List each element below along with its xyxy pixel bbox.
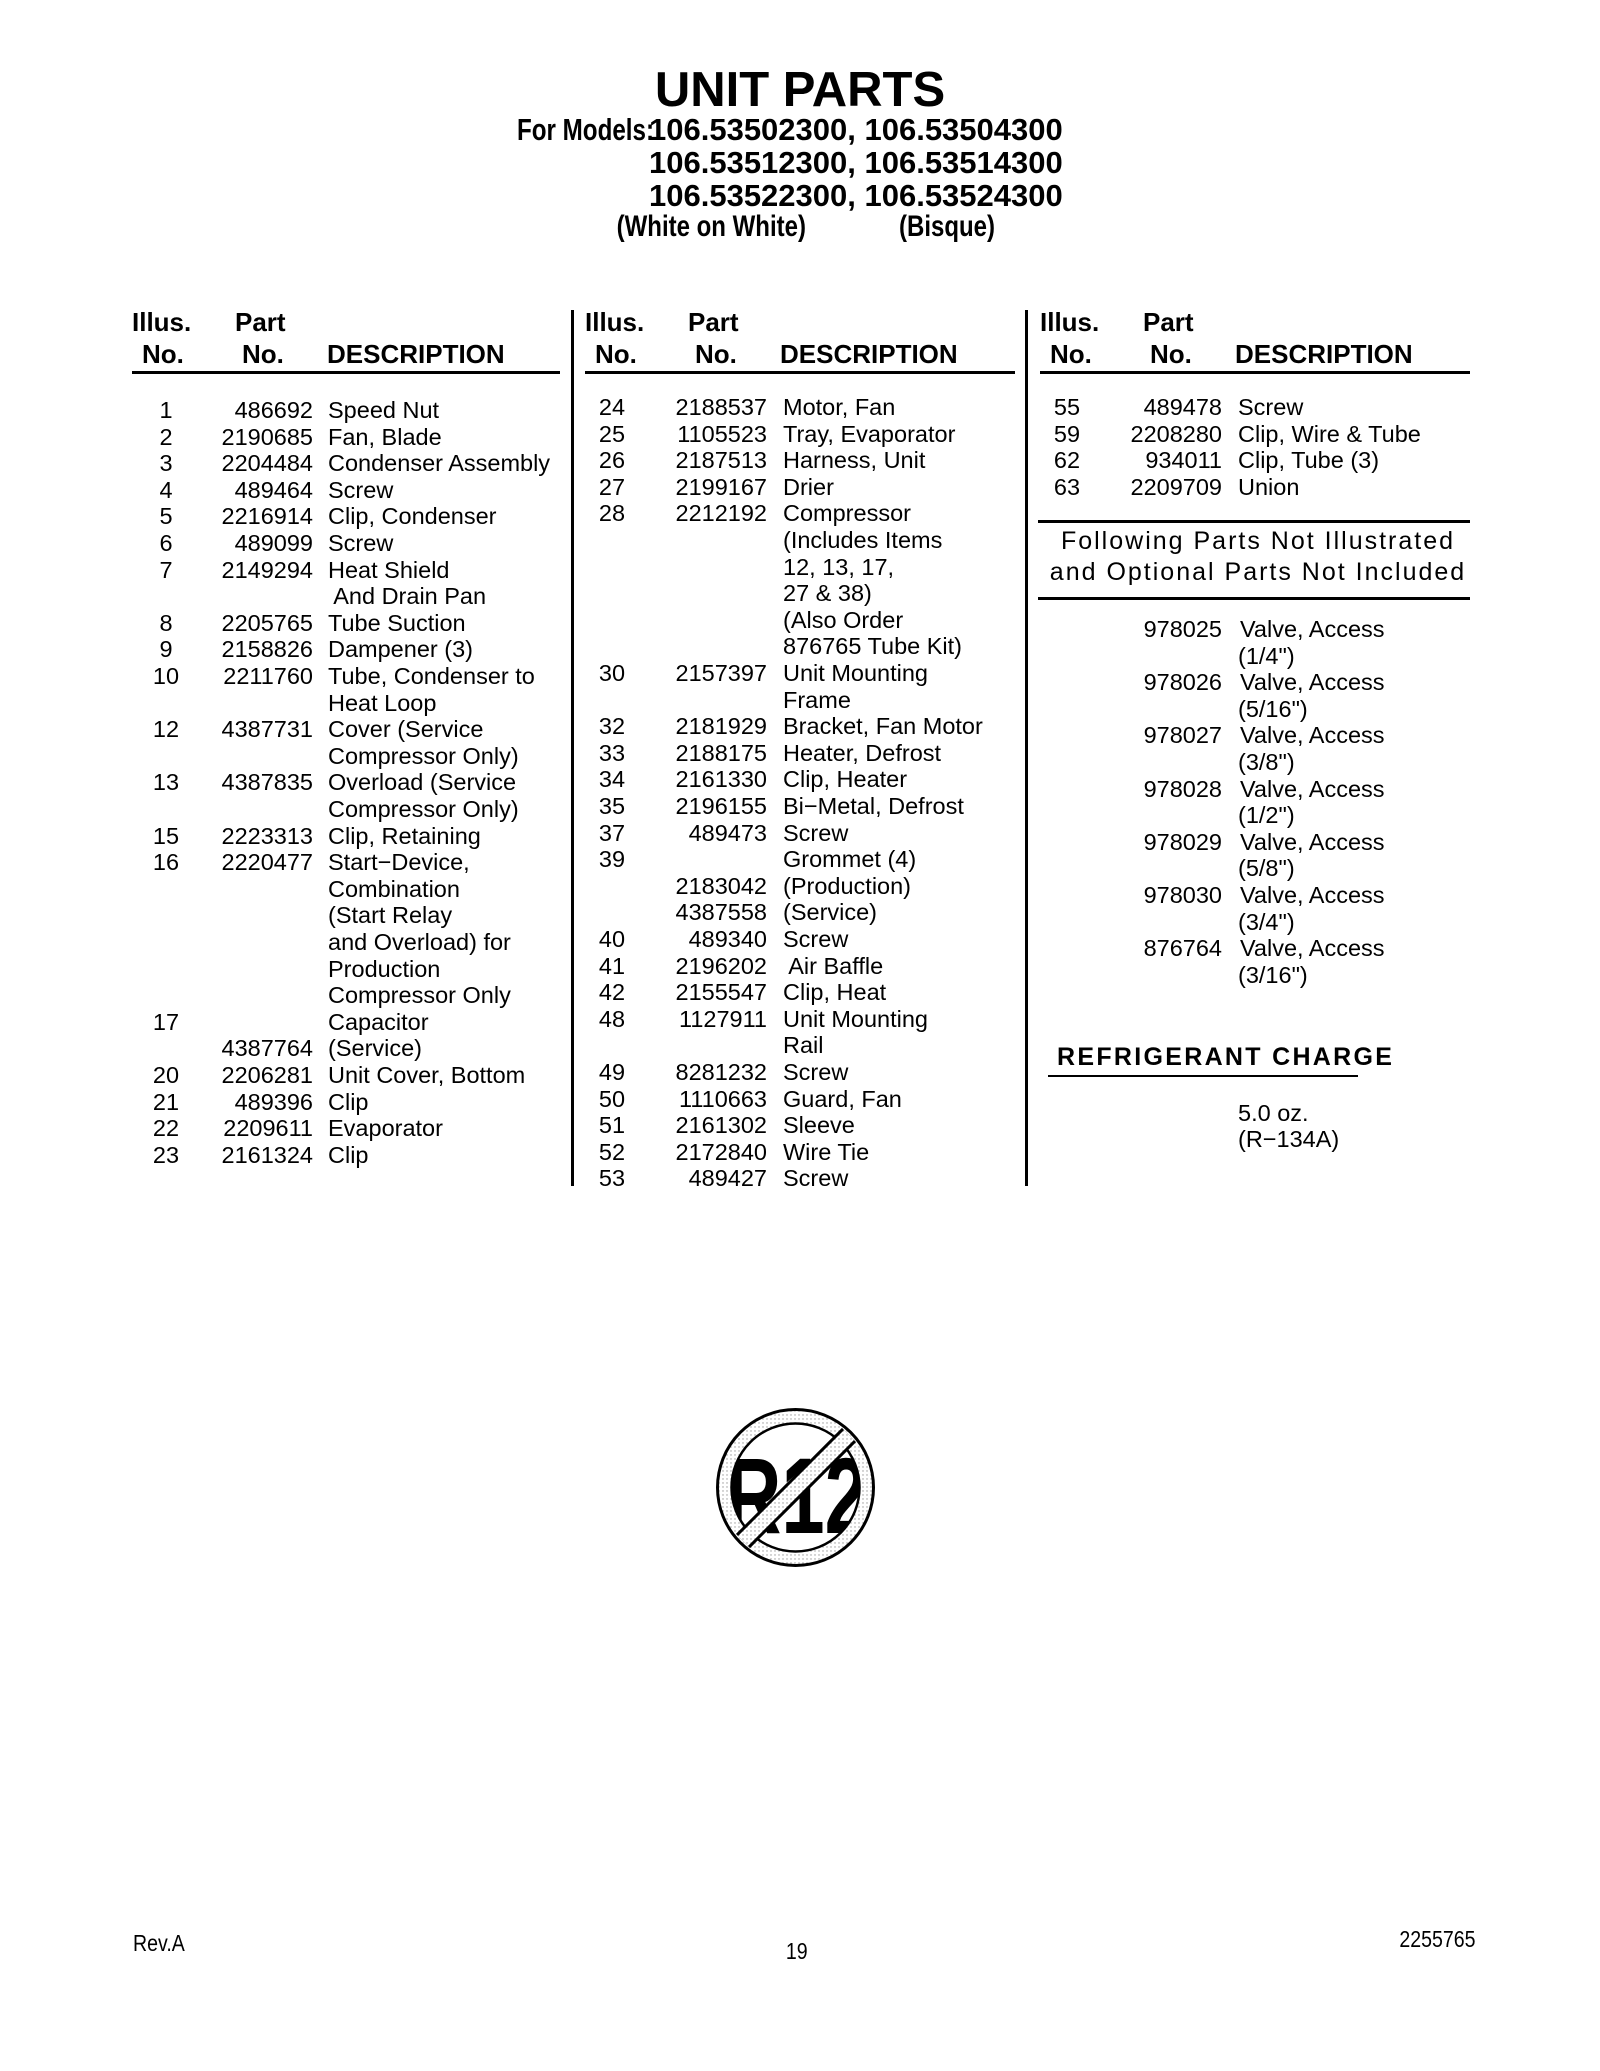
col1-header-illus-2: No. (142, 339, 184, 369)
column-divider-1 (571, 310, 574, 1186)
part-description: Condenser Assembly (328, 450, 551, 477)
part-description: Screw (783, 926, 849, 952)
part-number: 489464 (234, 476, 313, 503)
illus-number: 41 (598, 952, 626, 979)
part-description: Overload (Service (328, 769, 517, 796)
part-description: Valve, Access (1240, 935, 1385, 962)
illus-number: 5 (159, 503, 173, 530)
part-description: Valve, Access (1240, 722, 1385, 749)
refrigerant-amount: 5.0 oz. (1238, 1100, 1309, 1126)
part-description-continued: Production (328, 955, 441, 982)
illus-number: 8 (159, 609, 173, 636)
illus-number: 20 (152, 1062, 180, 1088)
footer-revision (133, 1930, 194, 1957)
part-number: 486692 (234, 397, 313, 423)
part-number: 2220477 (221, 849, 313, 876)
illus-number: 13 (152, 769, 180, 796)
part-number: 978027 (1143, 722, 1222, 749)
part-description: Evaporator (328, 1115, 443, 1142)
illus-number: 15 (152, 822, 180, 849)
part-description: Harness, Unit (783, 447, 926, 474)
illus-number: 49 (598, 1059, 626, 1085)
part-description: Screw (1238, 394, 1304, 420)
illus-number: 51 (598, 1112, 626, 1139)
part-description: Sleeve (783, 1112, 855, 1139)
illus-number: 7 (159, 556, 173, 583)
no-r12-prohibition-icon (713, 1405, 878, 1570)
part-description-continued: Compressor Only (328, 982, 511, 1009)
part-number: 2157397 (675, 660, 767, 686)
part-description: Heater, Defrost (783, 739, 942, 766)
color-variants (0, 210, 1600, 244)
illus-number: 6 (159, 530, 173, 556)
part-description: Unit Mounting (783, 660, 928, 686)
part-number: 4387731 (221, 716, 313, 743)
part-number: 978025 (1143, 616, 1222, 642)
col3-header-illus-2: No. (1050, 339, 1092, 369)
part-number: 1110663 (679, 1085, 767, 1112)
part-description: Fan, Blade (328, 423, 442, 450)
part-number: 2223313 (221, 822, 313, 849)
part-number: 2149294 (221, 556, 313, 583)
models-line-1: 106.53502300, 106.53504300 (649, 112, 1063, 147)
not-illustrated-heading-line-2: and Optional Parts Not Included (1049, 558, 1467, 586)
part-number: 2199167 (675, 473, 767, 500)
illus-number: 53 (598, 1165, 626, 1192)
part-number: 8281232 (675, 1059, 767, 1085)
part-number: 2216914 (221, 503, 313, 530)
part-description-continued: (Includes Items (783, 526, 943, 553)
part-number: 2158826 (221, 636, 313, 663)
part-description-continued: Frame (783, 686, 851, 713)
part-number: 2196155 (675, 793, 767, 819)
part-number: 934011 (1145, 447, 1222, 474)
part-size: (1/2") (1238, 802, 1295, 829)
part-description: Compressor (783, 500, 911, 527)
part-number: 2206281 (221, 1062, 313, 1088)
illus-number: 48 (598, 1005, 626, 1032)
part-description: (Service) (783, 899, 878, 926)
illus-number: 39 (598, 846, 626, 873)
illus-number: 30 (598, 660, 626, 686)
part-description: Heat Shield (328, 556, 450, 583)
illus-number: 4 (159, 476, 173, 503)
part-description-continued: 12, 13, 17, (783, 553, 895, 580)
part-description-continued: Combination (328, 875, 460, 902)
models-line-2: 106.53512300, 106.53514300 (649, 145, 1063, 180)
part-number: 2188537 (675, 394, 767, 420)
col1-header-part-1: Part (235, 307, 286, 337)
illus-number: 25 (598, 420, 626, 447)
part-size: (3/8") (1238, 748, 1295, 775)
part-description: Union (1238, 473, 1300, 500)
illus-number: 16 (152, 849, 180, 876)
illus-number: 27 (598, 473, 626, 500)
part-number: 2212192 (675, 500, 767, 527)
part-number: 2209709 (1130, 473, 1222, 500)
illus-number: 22 (152, 1115, 180, 1142)
part-description: Bracket, Fan Motor (783, 713, 983, 740)
part-description: Clip, Tube (3) (1238, 447, 1380, 474)
part-description: Valve, Access (1240, 775, 1385, 802)
illus-number: 12 (152, 716, 180, 743)
part-number: 2205765 (221, 609, 313, 636)
part-description: Valve, Access (1240, 882, 1385, 908)
part-number: 489473 (688, 819, 767, 846)
part-description: Screw (783, 1165, 849, 1192)
illus-number: 21 (152, 1088, 180, 1115)
illus-number: 10 (152, 663, 180, 689)
part-number: 2209611 (223, 1115, 313, 1142)
color-bisque: (Bisque) (899, 210, 996, 243)
part-description: Wire Tie (783, 1138, 870, 1165)
illus-number: 40 (598, 926, 626, 952)
illus-number: 9 (159, 636, 173, 663)
part-description: Valve, Access (1240, 616, 1385, 642)
col3-header-description: DESCRIPTION (1235, 339, 1413, 369)
col1-header-part-2: No. (242, 339, 284, 369)
part-description-continued: Compressor Only) (328, 742, 519, 769)
part-description: Drier (783, 473, 834, 500)
col1-header-rule (132, 371, 560, 374)
part-number: 876764 (1143, 935, 1222, 962)
col2-header-illus-2: No. (595, 339, 637, 369)
illus-number: 33 (598, 739, 626, 766)
illus-number: 59 (1053, 420, 1081, 447)
refrigerant-type: (R−134A) (1238, 1126, 1340, 1152)
part-number: 978030 (1143, 882, 1222, 908)
col2-header-part-2: No. (695, 339, 737, 369)
part-description-continued: (Start Relay (328, 902, 453, 929)
part-description: Unit Cover, Bottom (328, 1062, 526, 1088)
illus-number: 24 (598, 394, 626, 420)
part-description: Screw (328, 530, 394, 556)
col3-header-illus-1: Illus. (1040, 307, 1100, 337)
part-description: Clip, Retaining (328, 822, 481, 849)
part-number: 2187513 (675, 447, 767, 474)
col1-header-description: DESCRIPTION (327, 339, 505, 369)
col1-header-illus-1: Illus. (132, 307, 192, 337)
not-illustrated-top-rule (1038, 520, 1470, 523)
part-description: Guard, Fan (783, 1085, 902, 1112)
part-number: 489099 (234, 530, 313, 556)
no-r12-logo (713, 1405, 878, 1570)
part-description-continued: Compressor Only) (328, 795, 519, 822)
part-number: 2155547 (675, 979, 767, 1006)
part-number: 489340 (688, 926, 767, 952)
part-description-continued: (Also Order (783, 606, 904, 633)
part-description-continued: 27 & 38) (783, 580, 872, 607)
part-number: 2190685 (221, 423, 313, 450)
col2-header-rule (585, 371, 1015, 374)
part-description: Valve, Access (1240, 669, 1385, 696)
col3-header-part-1: Part (1143, 307, 1194, 337)
part-size: (1/4") (1238, 642, 1295, 669)
illus-number: 2 (159, 423, 173, 450)
part-description: Clip, Heater (783, 766, 908, 793)
part-description-continued: 876765 Tube Kit) (783, 633, 962, 660)
part-description: Valve, Access (1240, 828, 1385, 855)
part-number: 2208280 (1130, 420, 1222, 447)
part-number: 1127911 (679, 1005, 767, 1032)
part-description-continued: Heat Loop (328, 689, 437, 716)
footer-doc-number (1360, 1926, 1476, 1953)
col3-header-rule (1040, 371, 1470, 374)
part-description: Air Baffle (783, 952, 884, 979)
part-size: (3/16") (1238, 961, 1308, 988)
not-illustrated-heading-line-1: Following Parts Not Illustrated (1060, 527, 1456, 555)
part-description-continued: And Drain Pan (328, 583, 487, 610)
part-description: Tube, Condenser to (328, 663, 535, 689)
col2-header-illus-1: Illus. (585, 307, 645, 337)
column-divider-2 (1025, 310, 1028, 1186)
models-line-3: 106.53522300, 106.53524300 (649, 178, 1063, 213)
part-number: 2161302 (675, 1112, 767, 1139)
part-size: (5/8") (1238, 855, 1295, 882)
illus-number: 23 (152, 1141, 180, 1168)
part-description-continued: Rail (783, 1032, 824, 1059)
part-description: Speed Nut (328, 397, 440, 423)
part-description: Clip (328, 1088, 369, 1115)
part-number: 2172840 (675, 1138, 767, 1165)
models-block (517, 113, 1063, 212)
part-description: Tube Suction (328, 609, 466, 636)
part-description: Clip, Condenser (328, 503, 497, 530)
part-description: Screw (328, 476, 394, 503)
revision-text: Rev.A (133, 1930, 185, 1956)
col2-header-part-1: Part (688, 307, 739, 337)
part-number: 2188175 (675, 739, 767, 766)
col3-header-part-2: No. (1150, 339, 1192, 369)
illus-number: 63 (1053, 473, 1081, 500)
part-description: Start−Device, (328, 849, 470, 876)
illus-number: 50 (598, 1085, 626, 1112)
part-size: (5/16") (1238, 695, 1308, 722)
illus-number: 34 (598, 766, 626, 793)
part-description: Tray, Evaporator (783, 420, 956, 447)
models-label: For Models: (517, 112, 655, 147)
part-description: Clip (328, 1141, 369, 1168)
illus-number: 62 (1053, 447, 1081, 474)
part-number: 2211760 (223, 663, 313, 689)
page-title: UNIT PARTS (654, 63, 946, 117)
illus-number: 17 (152, 1008, 180, 1035)
part-description-continued: and Overload) for (328, 928, 511, 955)
part-number: 4387835 (221, 769, 313, 796)
not-illustrated-heading (1038, 526, 1478, 588)
part-description: Screw (783, 1059, 849, 1085)
color-white: (White on White) (616, 210, 806, 243)
part-number: 489478 (1143, 394, 1222, 420)
part-number: 489427 (688, 1165, 767, 1192)
part-description: Dampener (3) (328, 636, 473, 663)
part-number: 2196202 (675, 952, 767, 979)
part-number: 2204484 (221, 450, 313, 477)
part-number: 978026 (1143, 669, 1222, 696)
refrigerant-rule (1048, 1075, 1358, 1077)
illus-number: 35 (598, 793, 626, 819)
part-number: 978029 (1143, 828, 1222, 855)
part-description: Bi−Metal, Defrost (783, 793, 964, 819)
part-description: Clip, Wire & Tube (1238, 420, 1421, 447)
not-illustrated-bottom-rule (1038, 597, 1470, 600)
illus-number: 26 (598, 447, 626, 474)
part-number: 2161324 (221, 1141, 313, 1168)
part-number: 2181929 (675, 713, 767, 740)
part-description: (Production) (783, 872, 911, 899)
part-number: 2161330 (675, 766, 767, 793)
part-number: 4387764 (221, 1035, 313, 1062)
part-description: (Service) (328, 1035, 423, 1062)
part-description: Capacitor (328, 1008, 429, 1035)
col2-header-description: DESCRIPTION (780, 339, 958, 369)
illus-number: 1 (159, 397, 173, 423)
part-description: Cover (Service (328, 716, 484, 743)
footer-page-number (784, 1938, 810, 1965)
part-number: 4387558 (675, 899, 767, 926)
illus-number: 52 (598, 1138, 626, 1165)
part-description: Motor, Fan (783, 394, 896, 420)
part-number: 1105523 (677, 420, 767, 447)
illus-number: 32 (598, 713, 626, 740)
page-number-text: 19 (785, 1938, 808, 1964)
part-description: Unit Mounting (783, 1005, 928, 1032)
part-description: Screw (783, 819, 849, 846)
illus-number: 3 (159, 450, 173, 477)
part-number: 489396 (234, 1088, 313, 1115)
illus-number: 42 (598, 979, 626, 1006)
part-description: Clip, Heat (783, 979, 887, 1006)
part-number: 2183042 (675, 872, 767, 899)
part-number: 978028 (1143, 775, 1222, 802)
illus-number: 55 (1053, 394, 1081, 420)
doc-number-text: 2255765 (1399, 1926, 1476, 1952)
refrigerant-heading: REFRIGERANT CHARGE (1057, 1043, 1395, 1071)
part-size: (3/4") (1238, 908, 1295, 935)
illus-number: 37 (598, 819, 626, 846)
part-description: Grommet (4) (783, 846, 917, 873)
illus-number: 28 (598, 500, 626, 527)
